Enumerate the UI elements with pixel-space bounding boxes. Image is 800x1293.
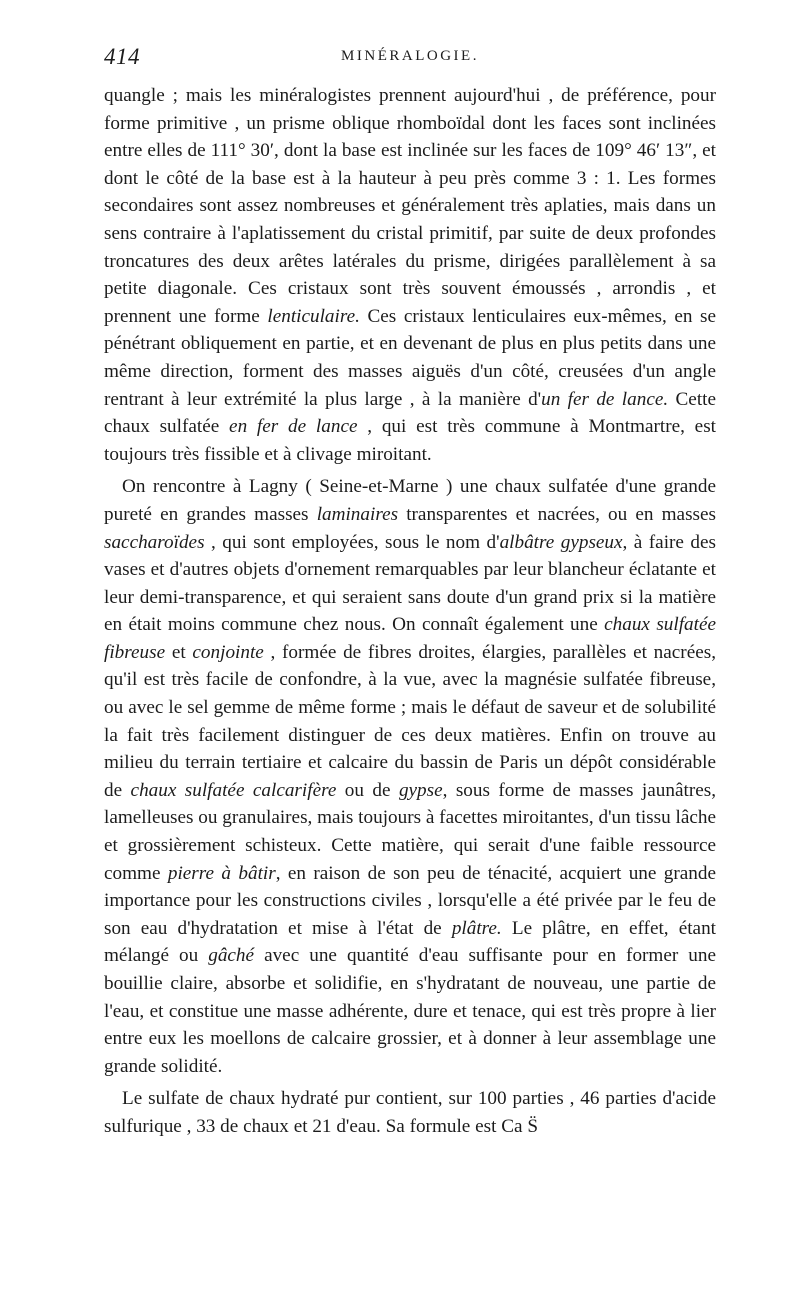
italic-term: un fer de lance. <box>541 388 669 410</box>
italic-term: albâtre gypseux <box>499 531 623 553</box>
paragraph <box>104 1085 716 1140</box>
text-run: quangle ; mais les minéralogistes prennent aujourd'hui , de préférence, pour forme primitive , un prisme oblique rhomboïdal dont les faces sont inclinées entre elles de 111° 30′, dont la base est inclinée sur les faces de 109° 46′ 13″, et dont le côté de la base est à la hauteur à peu près comme 3 : 1. Les formes secondaires sont assez nombreuses et généralement très aplaties, mais dans un sens contraire à l'aplatissement du cristal primitif, par suite de deux profondes troncatures des deux arêtes latérales du prisme, dirigées parallèlement à sa petite diagonale. Ces cristaux sont très souvent émoussés , arrondis , et prennent une forme <box>104 85 716 327</box>
text-run: et <box>165 641 193 663</box>
text-run: transparentes et nacrées, ou en masses <box>398 503 716 525</box>
text-run: , à faire des vases et d'autres objets d'ornement remarquables par leur blancheur éclatante et leur demi-transparence, et qui seraient sans doute d'un grand prix si la matière en était moins commune chez nous. On connaît également une <box>104 531 716 636</box>
italic-term: plâtre. <box>451 917 502 939</box>
text-run: Le sulfate de chaux hydraté pur contient, sur 100 parties , 46 parties d'acide sulfurique , 33 de chaux et 21 d'eau. Sa formule est <box>104 1088 716 1137</box>
text-run: Cette chaux sulfatée <box>104 388 716 438</box>
italic-term: en fer de lance <box>229 416 358 438</box>
text-run: , en raison de son peu de ténacité, acquiert une grande importance pour les constructions civiles , lorsqu'elle a été privée par le feu de son eau d'hydratation et mise à l'état de <box>104 862 716 939</box>
italic-term: gypse <box>398 779 443 801</box>
running-title: MINÉRALOGIE. <box>341 48 479 64</box>
text-run: ou de <box>336 779 399 801</box>
page-header <box>104 44 716 72</box>
paragraph <box>104 473 716 1080</box>
text-run: , qui sont employées, sous le nom d' <box>204 531 500 553</box>
body-text <box>104 82 716 1141</box>
page-number: 414 <box>104 44 140 69</box>
italic-term: conjointe <box>192 641 264 663</box>
text-run: Ca S̈ <box>501 1115 539 1137</box>
paragraph <box>104 82 716 468</box>
text-run: On rencontre à Lagny ( Seine-et-Marne ) une chaux sulfatée d'une grande pureté en grandes masses <box>104 476 716 525</box>
text-run: avec une quantité d'eau suffisante pour en former une bouillie claire, absorbe et solidifie, en s'hydratant de nouveau, une partie de l'eau, et constitue une masse adhérente, dure et tenace, qui est très propre à lier entre eux les moellons de calcaire grossier, et à donner à leur assemblage une grande solidité. <box>104 945 716 1077</box>
italic-term: saccharoïdes <box>104 531 205 553</box>
italic-term: gâché <box>208 945 255 967</box>
text-run: Ces cristaux lenticulaires eux-mêmes, en se pénétrant obliquement en partie, et en devenant de plus en plus petits dans une même direction, forment des masses aiguës d'un côté, creusées d'un angle rentrant à leur extrémité la plus large , à la manière d' <box>104 305 716 410</box>
italic-term: laminaires <box>316 503 399 525</box>
text-run: , sous forme de masses jaunâtres, lamelleuses ou granulaires, mais toujours à facettes miroitantes, d'un tissu lâche et grossièrement schisteux. Cette matière, qui serait d'une faible ressource comme <box>104 779 716 884</box>
text-run: Le plâtre, en effet, étant mélangé ou <box>104 917 716 967</box>
italic-term: pierre à bâtir <box>167 862 276 884</box>
italic-term: chaux sulfatée fibreuse <box>104 614 716 663</box>
italic-term: lenticulaire. <box>267 305 360 327</box>
italic-term: chaux sulfatée calcarifère <box>130 779 337 801</box>
text-run: , qui est très commune à Montmartre, est toujours très fissible et à clivage miroitant. <box>104 416 716 465</box>
text-run: , formée de fibres droites, élargies, parallèles et nacrées, qu'il est très facile de confondre, à la vue, avec la magnésie sulfatée fibreuse, ou avec le sel gemme de même forme ; mais le défaut de saveur et de solubilité la fait très facilement distinguer de ces deux matières. Enfin on trouve au milieu du terrain tertiaire et calcaire du bassin de Paris un dépôt considérable de <box>104 641 716 801</box>
